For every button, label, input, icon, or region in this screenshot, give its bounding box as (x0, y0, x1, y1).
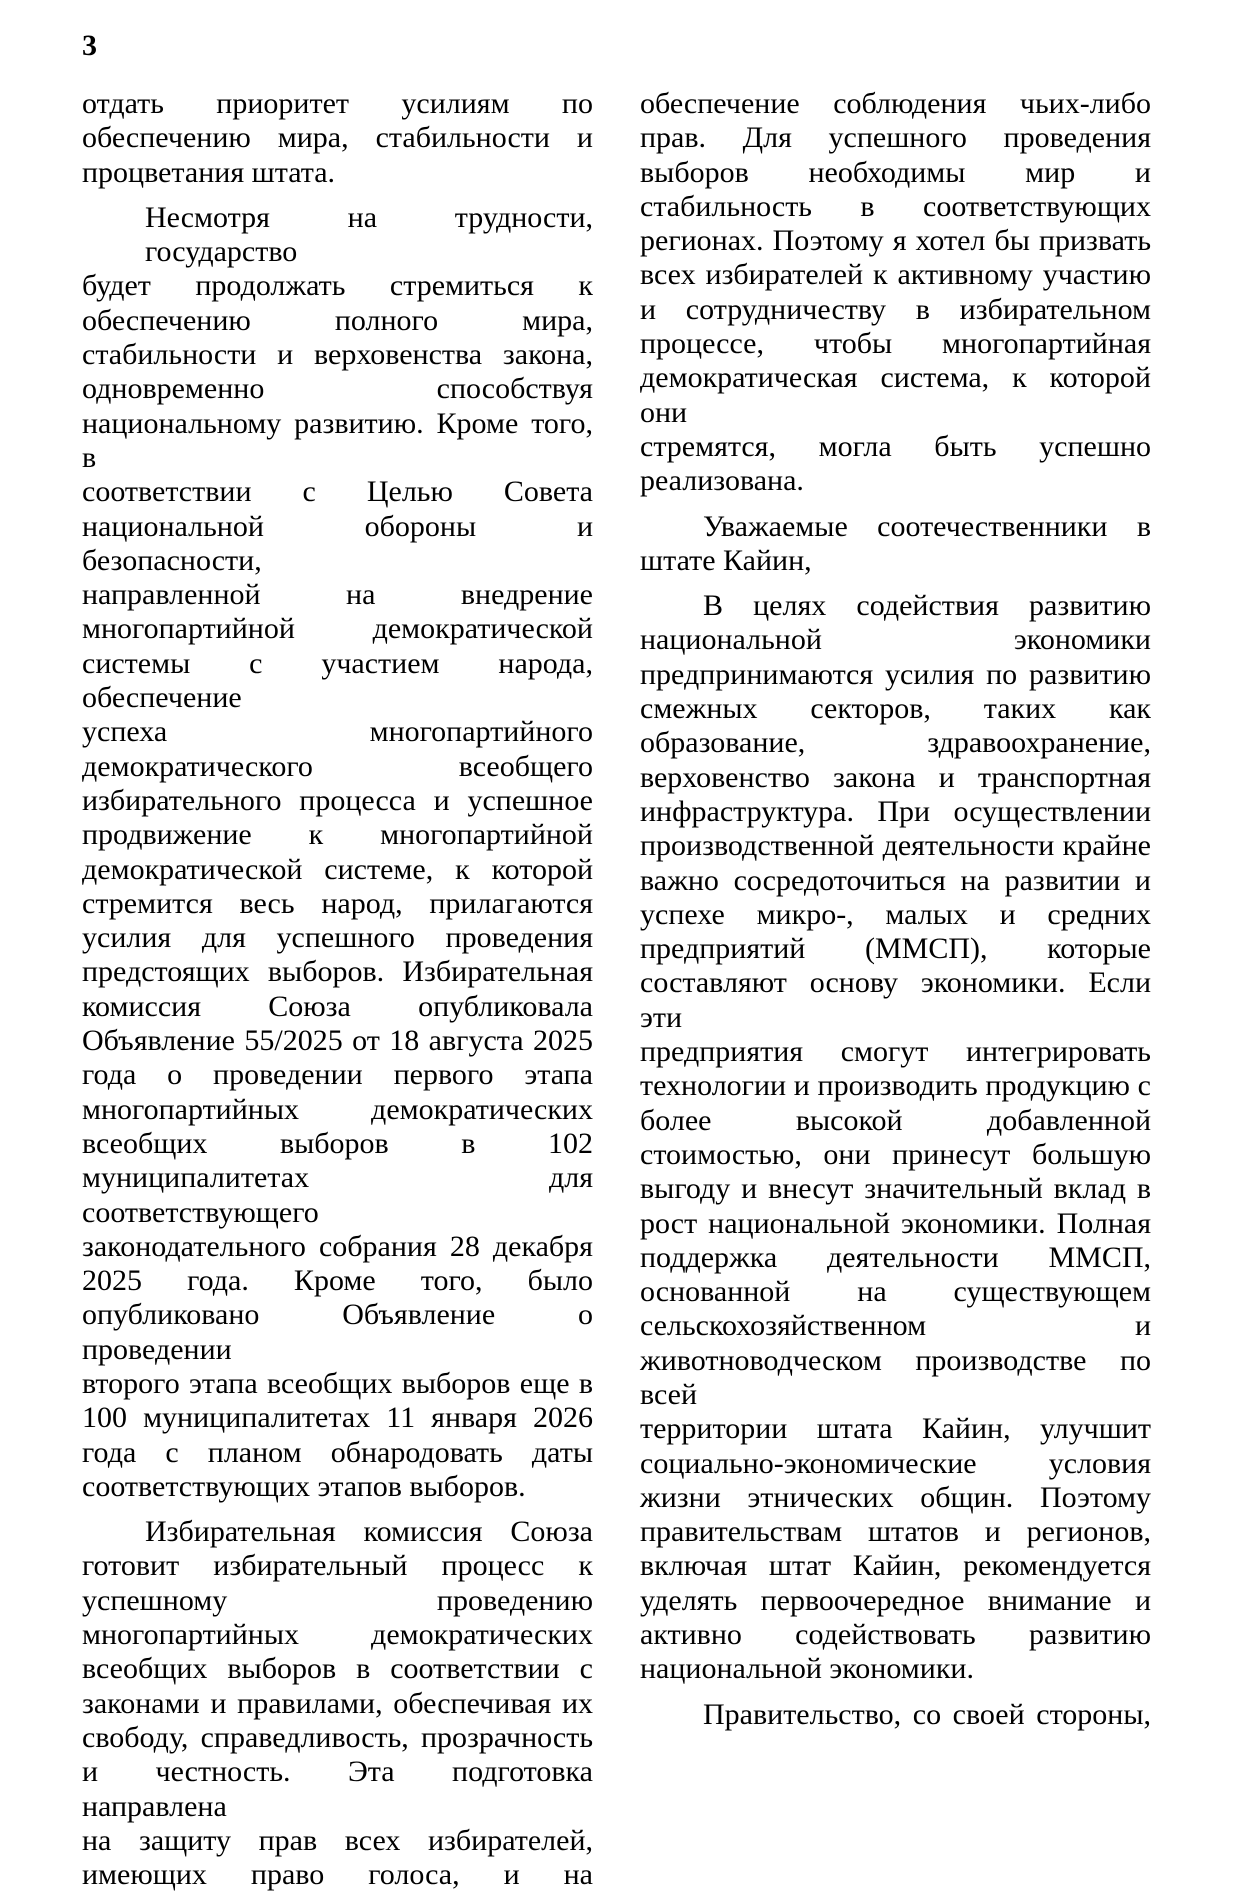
paragraph (82, 1515, 593, 1892)
text-line: реализована. (640, 464, 804, 498)
text-line: многопартийной демократической (82, 612, 593, 646)
text-line: всеобщих выборов в соответствии с (82, 1652, 593, 1686)
text-line: штате Кайин, (640, 543, 812, 577)
text-line: соответствии с Целью Совета (82, 475, 593, 509)
text-line: свободу, справедливость, прозрачность (82, 1720, 593, 1754)
text-line: национальной экономики (640, 623, 1151, 657)
text-line: национальной обороны и безопасности, (82, 509, 593, 577)
paragraph (82, 201, 593, 1504)
text-line: и честность. Эта подготовка направлена (82, 1755, 593, 1823)
text-line: готовит избирательный процесс к (82, 1549, 593, 1583)
text-line: стремятся, могла быть успешно (640, 429, 1151, 463)
text-line: составляют основу экономики. Если эти (640, 966, 1151, 1034)
text-line: усилия для успешного проведения (82, 921, 593, 955)
paragraph (640, 510, 1151, 579)
text-line: Несмотря на трудности, государство (145, 200, 593, 269)
text-line: рост национальной экономики. Полная (640, 1206, 1151, 1240)
text-line: выборов необходимы мир и (640, 155, 1151, 189)
text-line: предприятий (ММСП), которые (640, 932, 1151, 966)
text-line: Избирательная комиссия Союза (145, 1515, 593, 1549)
text-line: Правительство, со своей стороны, (703, 1697, 1151, 1731)
text-line: активно содействовать развитию (640, 1618, 1151, 1652)
text-line: включая штат Кайин, рекомендуется (640, 1549, 1151, 1583)
text-line: демократическая система, к которой они (640, 361, 1151, 429)
text-line: смежных секторов, таких как (640, 692, 1151, 726)
text-line: на защиту прав всех избирателей, (82, 1823, 593, 1857)
text-line: технологии и производить продукцию с (640, 1069, 1151, 1103)
text-line: более высокой добавленной (640, 1103, 1151, 1137)
text-line: обеспечению полного мира, (82, 303, 593, 337)
text-line: образование, здравоохранение, (640, 726, 1151, 760)
text-line: 2025 года. Кроме того, было (82, 1264, 593, 1298)
text-line: имеющих право голоса, и на (82, 1858, 593, 1892)
text-line: демократической системе, к которой (82, 852, 593, 886)
paragraph (82, 87, 593, 190)
text-line: направленной на внедрение (82, 578, 593, 612)
text-line: процессе, чтобы многопартийная (640, 327, 1151, 361)
text-line: жизни этнических общин. Поэтому (640, 1480, 1151, 1514)
text-line: многопартийных демократических (82, 1092, 593, 1126)
text-line: выгоду и внесут значительный вклад в (640, 1172, 1151, 1206)
text-line: 100 муниципалитетах 11 января 2026 (82, 1401, 593, 1435)
text-line: национальной экономики. (640, 1652, 974, 1686)
text-line: стабильность в соответствующих (640, 189, 1151, 223)
text-line: муниципалитетах для соответствующего (82, 1161, 593, 1229)
paragraph (640, 589, 1151, 1687)
text-line: года о проведении первого этапа (82, 1058, 593, 1092)
text-line: верховенство закона и транспортная (640, 760, 1151, 794)
text-line: законодательного собрания 28 декабря (82, 1229, 593, 1263)
page-number: 3 (82, 29, 97, 62)
text-line: и сотрудничеству в избирательном (640, 292, 1151, 326)
text-line: В целях содействия развитию (703, 589, 1151, 623)
text-line: отдать приоритет усилиям по (82, 87, 593, 120)
text-line: стабильности и верховенства закона, (82, 338, 593, 372)
text-line: процветания штата. (82, 155, 336, 189)
text-line: обеспечению мира, стабильности и (82, 121, 593, 155)
paragraph (640, 87, 1151, 499)
text-columns (82, 87, 1151, 1903)
text-line: социально-экономические условия (640, 1446, 1151, 1480)
text-line: Объявление 55/2025 от 18 августа 2025 (82, 1024, 593, 1058)
text-line: национальному развитию. Кроме того, в (82, 406, 593, 474)
text-line: будет продолжать стремиться к (82, 269, 593, 303)
text-line: успешному проведению (82, 1583, 593, 1617)
text-line: избирательного процесса и успешное (82, 783, 593, 817)
text-line: демократического всеобщего (82, 749, 593, 783)
text-line: одновременно способствуя (82, 372, 593, 406)
text-line: основанной на существующем (640, 1275, 1151, 1309)
text-line: обеспечение соблюдения чьих-либо (640, 87, 1151, 120)
text-line: всех избирателей к активному участию (640, 258, 1151, 292)
text-line: успехе микро-, малых и средних (640, 897, 1151, 931)
text-line: успеха многопартийного (82, 715, 593, 749)
text-line: важно сосредоточиться на развитии и (640, 863, 1151, 897)
text-line: регионах. Поэтому я хотел бы призвать (640, 224, 1151, 258)
text-line: комиссия Союза опубликовала (82, 989, 593, 1023)
text-line: предпринимаются усилия по развитию (640, 657, 1151, 691)
text-line: производственной деятельности крайне (640, 829, 1151, 863)
column-left (82, 87, 593, 1903)
text-line: Уважаемые соотечественники в (703, 509, 1151, 543)
text-line: продвижение к многопартийной (82, 818, 593, 852)
text-line: инфраструктура. При осуществлении (640, 794, 1151, 828)
text-line: соответствующих этапов выборов. (82, 1469, 526, 1503)
paragraph (640, 1698, 1151, 1732)
text-line: правительствам штатов и регионов, (640, 1515, 1151, 1549)
text-line: законами и правилами, обеспечивая их (82, 1686, 593, 1720)
text-line: предприятия смогут интегрировать (640, 1035, 1151, 1069)
text-line: животноводческом производстве по всей (640, 1343, 1151, 1411)
text-line: стремится весь народ, прилагаются (82, 886, 593, 920)
text-line: стоимостью, они принесут большую (640, 1137, 1151, 1171)
text-line: опубликовано Объявление о проведении (82, 1298, 593, 1366)
text-line: сельскохозяйственном и (640, 1309, 1151, 1343)
text-line: года с планом обнародовать даты (82, 1435, 593, 1469)
text-line: прав. Для успешного проведения (640, 121, 1151, 155)
text-line: поддержка деятельности ММСП, (640, 1240, 1151, 1274)
text-line: предстоящих выборов. Избирательная (82, 955, 593, 989)
text-line: системы с участием народа, обеспечение (82, 646, 593, 715)
text-line: всеобщих выборов в 102 (82, 1126, 593, 1160)
text-line: территории штата Кайин, улучшит (640, 1412, 1151, 1446)
column-right (640, 87, 1151, 1903)
text-line: второго этапа всеобщих выборов еще в (82, 1366, 593, 1400)
text-line: многопартийных демократических (82, 1618, 593, 1652)
text-line: уделять первоочередное внимание и (640, 1583, 1151, 1617)
